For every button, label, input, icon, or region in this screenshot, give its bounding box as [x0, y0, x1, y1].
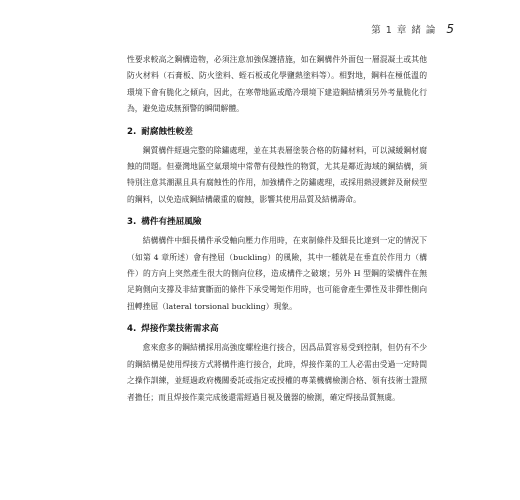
- page-body: [127, 52, 427, 406]
- paragraph-corrosion: 鋼質構件經過完整的除鏽處理，並在其表層塗裝合格的防鏽材料，可以減緩鋼材腐蝕的問題。但臺灣地區空氣環境中常帶有侵蝕性的物質，尤其是鄰近海域的鋼結構，須特別注意其潮濕且具有腐蝕性的作用，加強構件之防鏽處理，或採用熱浸鍍鋅及耐候型的鋼料，以免造成鋼結構嚴重的腐蝕，影響其使用品質及結構壽命。: [127, 145, 427, 204]
- chapter-title: 第 1 章 緒 論: [371, 25, 437, 36]
- paragraph-welding: 愈來愈多的鋼結構採用高強度螺栓進行接合，因爲品質容易受到控制，但仍有不少的鋼結構是使用焊接方式將構件進行接合，此時，焊接作業的工人必需由受過一定時間之操作訓練，並經過政府機關委託或指定或授權的專業機構檢測合格、領有技術士證照者擔任；而且焊接作業完成後還需經過目視及儀器的檢測，確定焊接品質無虞。: [127, 343, 427, 402]
- section-title: 耐腐蝕性較差: [141, 126, 193, 137]
- section-title: 焊接作業技術需求高: [141, 324, 219, 335]
- section-number: 2.: [127, 126, 137, 137]
- paragraph-fire-low-temperature: 性要求較高之鋼構造物，必須注意加強保護措施，如在鋼構件外面包一層混凝土或其他防火材料（石膏板、防火塗料、蛭石板或化學鹽熱塗料等）。相對地，鋼料在極低溫的環境下會有脆化之傾向，因此，在寒帶地區或酷冷環境下建造鋼結構須另外考量脆化行為，避免造成無預警的瞬間解體。: [127, 55, 427, 114]
- section-heading-buckling: [127, 215, 427, 229]
- section-number: 3.: [127, 217, 137, 228]
- section-title: 構件有挫屈風險: [141, 217, 202, 228]
- section-heading-welding: [127, 322, 427, 336]
- section-number: 4.: [127, 324, 137, 335]
- paragraph-buckling: 結構構件中細長構件承受軸向壓力作用時，在束制條件及細長比達到一定的情況下（如第 4 章所述）會有挫屈（buckling）的風險，其中一種就是在垂直於作用力（構件）的方向上突然產生很大的側向位移，造成構件之破壞；另外 H 型鋼的梁構件在無足夠側向支撐及非結實斷面的條件下承受彎矩作用時，也可能會產生彈性及非彈性側向扭轉挫屈（lateral torsional buckling）現象。: [127, 236, 427, 311]
- running-header: [371, 22, 454, 36]
- page-number: 5: [446, 22, 454, 36]
- section-heading-corrosion: [127, 125, 427, 139]
